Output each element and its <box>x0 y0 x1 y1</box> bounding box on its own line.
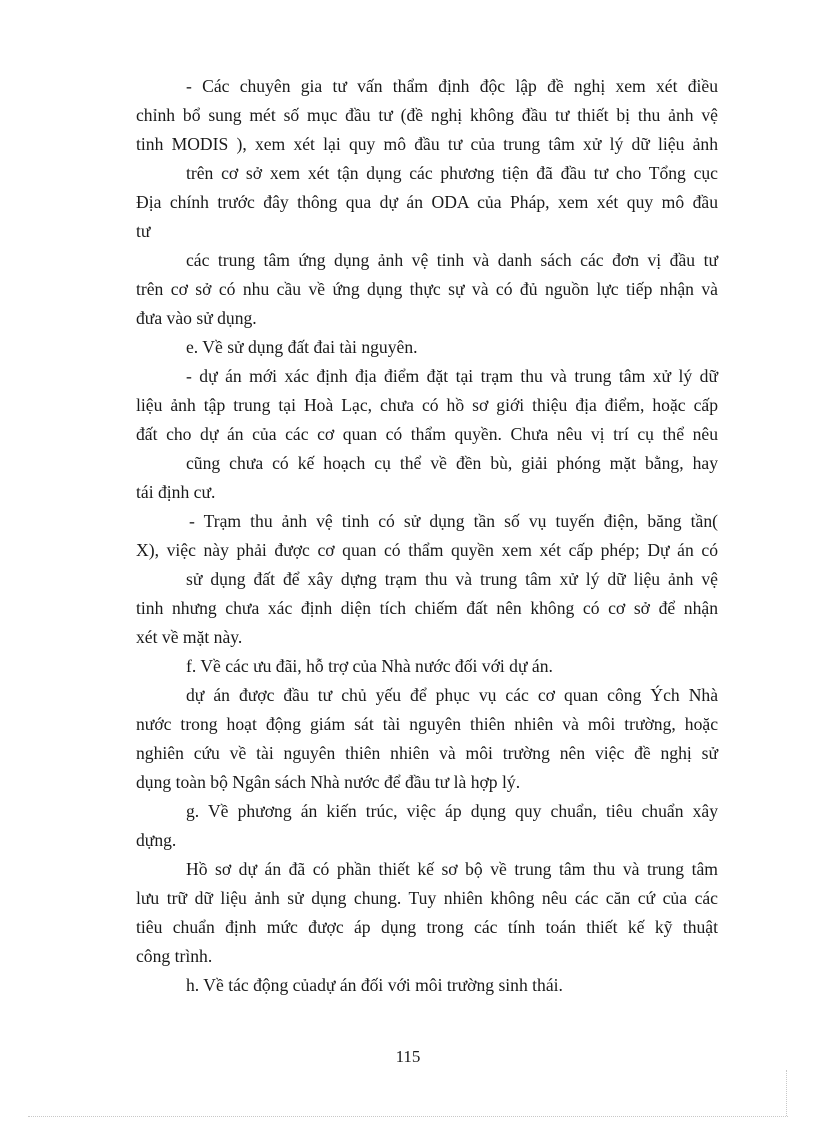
text-line: nước trong hoạt động giám sát tài nguyên thiên nhiên và môi trường, hoặc <box>136 714 718 734</box>
text-line: xét về mặt này. <box>136 627 243 647</box>
text-line: lưu trữ dữ liệu ảnh sử dụng chung. Tuy nhiên không nêu các căn cứ của các <box>136 888 718 908</box>
text-line: liệu ảnh tập trung tại Hoà Lạc, chưa có hồ sơ giới thiệu địa điểm, hoặc cấp <box>136 395 718 415</box>
text-line: tinh nhưng chưa xác định diện tích chiếm đất nên không có cơ sở để nhận <box>136 598 718 618</box>
text-line: trên cơ sở xem xét tận dụng các phương tiện đã đầu tư cho Tổng cục <box>186 163 718 183</box>
text-line: đưa vào sử dụng. <box>136 308 257 328</box>
text-line: các trung tâm ứng dụng ảnh vệ tinh và danh sách các đơn vị đầu tư <box>186 250 718 270</box>
section-heading: e. Về sử dụng đất đai tài nguyên. <box>186 337 418 357</box>
section-heading: h. Về tác động củadự án đối với môi trường sinh thái. <box>186 975 563 995</box>
text-line: Địa chính trước đây thông qua dự án ODA của Pháp, xem xét quy mô đầu <box>136 192 718 212</box>
text-line: Hồ sơ dự án đã có phần thiết kế sơ bộ về trung tâm thu và trung tâm <box>186 859 718 879</box>
text-line: dựng. <box>136 830 177 850</box>
text-line: dự án được đầu tư chủ yếu để phục vụ các cơ quan công Ých Nhà <box>186 685 718 705</box>
text-line: nghiên cứu về tài nguyên thiên nhiên và môi trường nên việc đề nghị sử <box>136 743 718 763</box>
text-line: cũng chưa có kế hoạch cụ thể về đền bù, giải phóng mặt bằng, hay <box>186 453 718 473</box>
text-line: công trình. <box>136 946 213 966</box>
text-line: tư <box>136 221 151 241</box>
page-number: 115 <box>395 1047 421 1066</box>
text-line: - Trạm thu ảnh vệ tinh có sử dụng tần số vụ tuyến điện, băng tần( <box>189 511 718 531</box>
section-heading: f. Về các ưu đãi, hỗ trợ của Nhà nước đối với dự án. <box>186 656 553 676</box>
text-line: dụng toàn bộ Ngân sách Nhà nước để đầu tư là hợp lý. <box>136 772 521 792</box>
text-line: trên cơ sở có nhu cầu về ứng dụng thực sự và có đủ nguồn lực tiếp nhận và <box>136 279 718 299</box>
page-border-right <box>786 1070 787 1116</box>
text-line: - dự án mới xác định địa điểm đặt tại trạm thu và trung tâm xử lý dữ <box>186 366 718 386</box>
section-heading: g. Về phương án kiến trúc, việc áp dụng quy chuẩn, tiêu chuẩn xây <box>186 801 718 821</box>
text-line: - Các chuyên gia tư vấn thẩm định độc lập đề nghị xem xét điều <box>186 76 718 96</box>
text-line: đất cho dự án của các cơ quan có thẩm quyền. Chưa nêu vị trí cụ thể nêu <box>136 424 718 444</box>
text-line: X), việc này phải được cơ quan có thẩm quyền xem xét cấp phép; Dự án có <box>136 540 718 560</box>
text-line: tinh MODIS ), xem xét lại quy mô đầu tư của trung tâm xử lý dữ liệu ảnh <box>136 134 718 154</box>
text-line: tái định cư. <box>136 482 216 502</box>
text-line: chỉnh bổ sung mét số mục đầu tư (đề nghị không đầu tư thiết bị thu ảnh vệ <box>136 105 718 125</box>
page-border-bottom <box>28 1116 788 1117</box>
text-line: sử dụng đất để xây dựng trạm thu và trung tâm xử lý dữ liệu ảnh vệ <box>186 569 718 589</box>
text-line: tiêu chuẩn định mức được áp dụng trong các tính toán thiết kế kỹ thuật <box>136 917 718 937</box>
